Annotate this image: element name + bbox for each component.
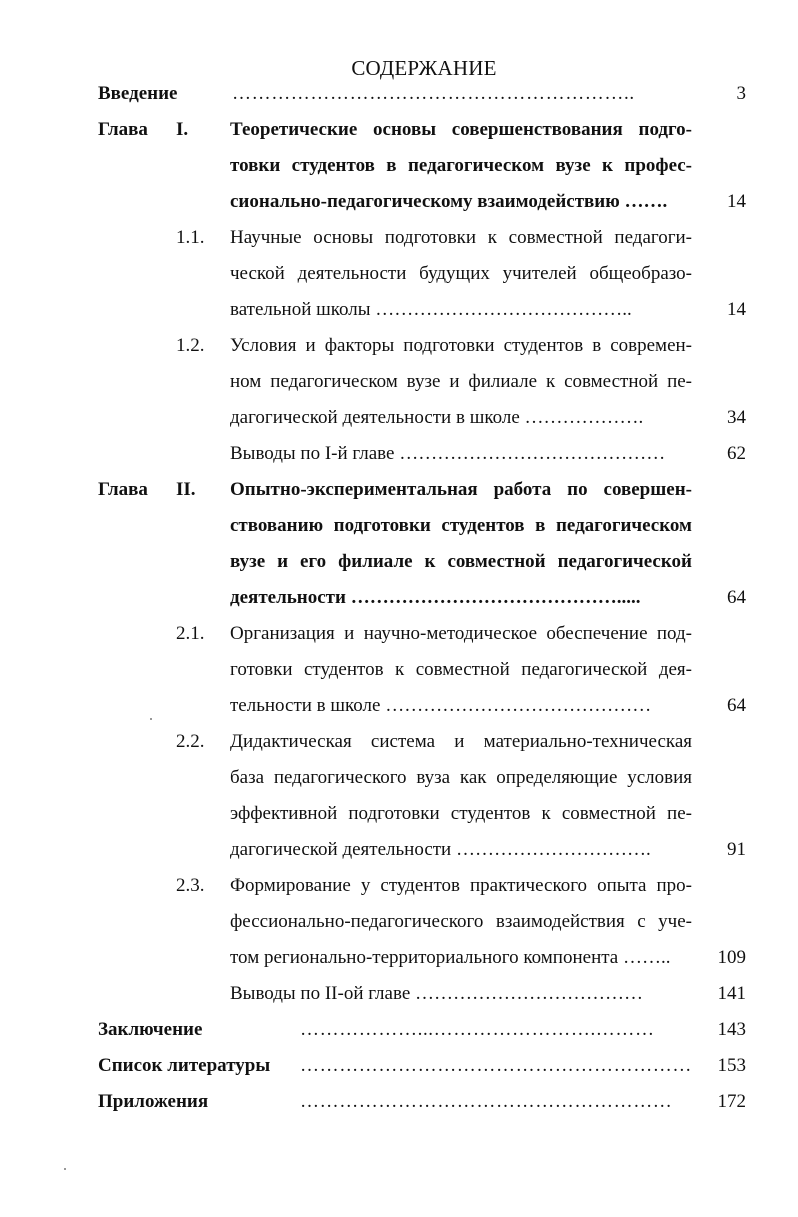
toc-label-references: Список литературы [98, 1055, 271, 1076]
toc-line: том регионально-территориального компонента …….. [230, 947, 671, 968]
toc-leader-intro: …………………………………………………….. [232, 83, 635, 104]
toc-chapter-word-2: Глава [98, 479, 148, 500]
toc-line: Дидактическая система и материально-техническая [230, 731, 692, 752]
toc-page-chapter-1: 14 [727, 191, 746, 212]
toc-page-references: 153 [717, 1055, 746, 1076]
toc-page-appendices: 172 [717, 1091, 746, 1112]
toc-line: деятельности ……………………………………..... [230, 587, 641, 608]
toc-line: Организация и научно-методическое обеспечение под- [230, 623, 692, 644]
toc-section-title-1-2 [230, 328, 692, 436]
toc-line: готовки студентов к совместной педагогической дея- [230, 659, 692, 680]
toc-leader-references: …………………………………………………… [300, 1055, 692, 1076]
toc-page-section-2-2: 91 [727, 839, 746, 860]
toc-line: сионально-педагогическому взаимодействию ……. [230, 191, 668, 212]
toc-page-intro: 3 [736, 83, 746, 104]
toc-line: эффективной подготовки студентов к совместной пе- [230, 803, 692, 824]
toc-label-intro: Введение [98, 83, 178, 104]
toc-line: Выводы по II-ой главе ……………………………… [230, 983, 644, 1004]
toc-page-section-1-1: 14 [727, 299, 746, 320]
toc-leader-appendices: ………………………………………………… [300, 1091, 673, 1112]
toc-line: база педагогического вуза как определяющие условия [230, 767, 692, 788]
toc-page-conclusions-1: 62 [727, 443, 746, 464]
toc-section-number-1-1: 1.1. [176, 227, 205, 248]
toc-chapter-number-2: II. [176, 479, 196, 500]
toc-section-number-2-3: 2.3. [176, 875, 205, 896]
toc-line: Теоретические основы совершенствования подго- [230, 119, 692, 140]
toc-line: Научные основы подготовки к совместной педагоги- [230, 227, 692, 248]
toc-conclusions-chapter-2 [230, 976, 692, 1012]
toc-section-title-2-2 [230, 724, 692, 868]
toc-page-section-1-2: 34 [727, 407, 746, 428]
toc-chapter-number-1: I. [176, 119, 189, 140]
toc-line: Опытно-экспериментальная работа по совершен- [230, 479, 692, 500]
toc-page-section-2-1: 64 [727, 695, 746, 716]
toc-section-number-2-1: 2.1. [176, 623, 205, 644]
toc-line: ческой деятельности будущих учителей общеобразо- [230, 263, 692, 284]
page-title: СОДЕРЖАНИЕ [351, 56, 497, 80]
toc-section-title-2-1 [230, 616, 692, 724]
toc-chapter-title-2 [230, 472, 692, 616]
toc-section-title-1-1 [230, 220, 692, 328]
toc-page-conclusion: 143 [717, 1019, 746, 1040]
toc-line: вузе и его филиале к совместной педагогической [230, 551, 692, 572]
scan-speck [150, 718, 152, 720]
toc-line: ном педагогическом вузе и филиале к совместной пе- [230, 371, 692, 392]
toc-section-title-2-3 [230, 868, 692, 976]
toc-label-conclusion: Заключение [98, 1019, 203, 1040]
toc-line: Выводы по I-й главе …………………………………… [230, 443, 666, 464]
toc-page-chapter-2: 64 [727, 587, 746, 608]
toc-chapter-title-1 [230, 112, 692, 220]
toc-page-section-2-3: 109 [717, 947, 746, 968]
toc-line: товки студентов в педагогическом вузе к профес- [230, 155, 692, 176]
toc-conclusions-chapter-1 [230, 436, 692, 472]
toc-section-number-1-2: 1.2. [176, 335, 205, 356]
toc-line: дагогической деятельности …………………………. [230, 839, 651, 860]
toc-line: тельности в школе …………………………………… [230, 695, 652, 716]
toc-label-appendices: Приложения [98, 1091, 209, 1112]
toc-page-conclusions-2: 141 [717, 983, 746, 1004]
toc-leader-conclusion: ………………...…………………….……… [300, 1019, 655, 1040]
toc-section-number-2-2: 2.2. [176, 731, 205, 752]
toc-line: вательной школы ………………………………….. [230, 299, 632, 320]
toc-line: дагогической деятельности в школе ………………. [230, 407, 644, 428]
toc-line: Условия и факторы подготовки студентов в современ- [230, 335, 692, 356]
toc-chapter-word-1: Глава [98, 119, 148, 140]
toc-line: фессионально-педагогического взаимодействия с уче- [230, 911, 692, 932]
toc-line: ствованию подготовки студентов в педагогическом [230, 515, 692, 536]
scan-speck [64, 1168, 66, 1170]
toc-line: Формирование у студентов практического опыта про- [230, 875, 692, 896]
